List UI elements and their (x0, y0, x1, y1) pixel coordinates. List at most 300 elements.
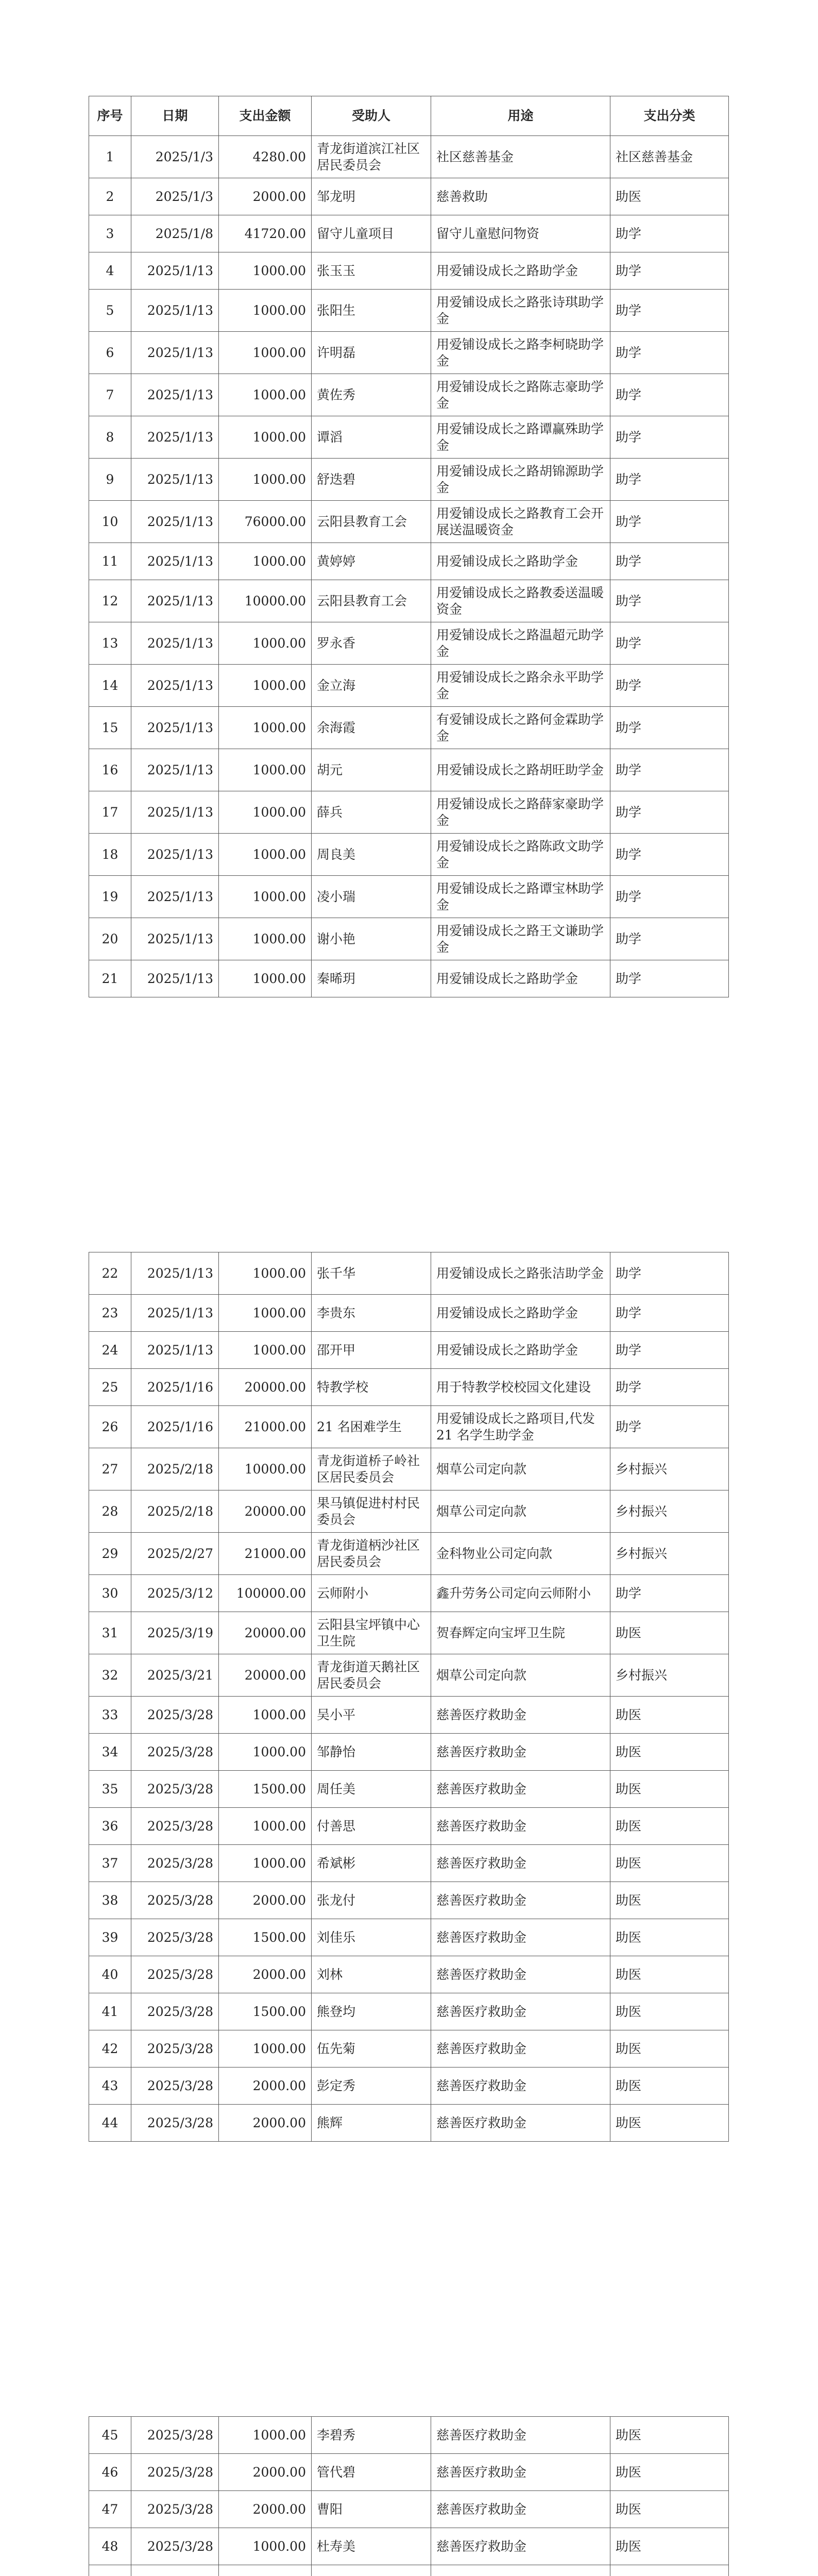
cell-recipient: 张阳生 (312, 290, 431, 332)
cell-recipient: 云阳县教育工会 (312, 580, 431, 622)
cell-purpose: 慈善医疗救助金 (431, 2491, 610, 2528)
cell-purpose: 慈善医疗救助金 (431, 2528, 610, 2565)
cell-recipient: 云阳县宝坪镇中心卫生院 (312, 1612, 431, 1654)
cell-recipient: 21 名困难学生 (312, 1406, 431, 1448)
cell-category: 助医 (610, 1845, 729, 1882)
cell-date: 2025/3/28 (131, 1697, 219, 1734)
cell-no: 13 (89, 622, 131, 665)
cell-recipient: 周良美 (312, 834, 431, 876)
cell-purpose: 慈善医疗救助金 (431, 1882, 610, 1919)
cell-purpose: 慈善医疗救助金 (431, 2030, 610, 2067)
cell-no: 24 (89, 1332, 131, 1369)
cell-no: 35 (89, 1771, 131, 1808)
cell-no: 39 (89, 1919, 131, 1956)
table-row (89, 1332, 729, 1369)
table-row (89, 501, 729, 543)
cell-no: 1 (89, 136, 131, 178)
cell-category: 社区慈善基金 (610, 136, 729, 178)
cell-category: 助学 (610, 374, 729, 416)
cell-recipient: 云阳县教育工会 (312, 501, 431, 543)
cell-date: 2025/3/28 (131, 2528, 219, 2565)
table-row (89, 252, 729, 290)
cell-category: 助学 (610, 1295, 729, 1332)
cell-amount: 1000.00 (219, 2417, 312, 2454)
col-header-purpose: 用途 (431, 96, 610, 136)
cell-no: 14 (89, 665, 131, 707)
cell-date: 2025/1/8 (131, 215, 219, 252)
cell-date: 2025/1/13 (131, 580, 219, 622)
cell-category: 助医 (610, 1697, 729, 1734)
cell-category: 助学 (610, 876, 729, 918)
cell-date: 2025/1/13 (131, 876, 219, 918)
cell-recipient: 张玉玉 (312, 252, 431, 290)
cell-category: 助学 (610, 1369, 729, 1406)
cell-category: 助学 (610, 707, 729, 749)
cell-amount: 2000.00 (219, 2454, 312, 2491)
cell-category: 助学 (610, 416, 729, 459)
cell-category: 助学 (610, 543, 729, 580)
cell-purpose: 鑫升劳务公司定向云师附小 (431, 1575, 610, 1612)
cell-no: 40 (89, 1956, 131, 1993)
table-row (89, 136, 729, 178)
cell-amount: 1000.00 (219, 960, 312, 997)
cell-no: 34 (89, 1734, 131, 1771)
cell-date: 2025/1/16 (131, 1406, 219, 1448)
expense-table-page-3 (89, 2416, 729, 2576)
cell-amount: 1000.00 (219, 707, 312, 749)
cell-category: 助学 (610, 960, 729, 997)
cell-purpose: 慈善医疗救助金 (431, 2417, 610, 2454)
cell-purpose: 用爱铺设成长之路项目,代发 21 名学生助学金 (431, 1406, 610, 1448)
cell-category: 助学 (610, 834, 729, 876)
table-row (89, 791, 729, 834)
cell-category: 助医 (610, 1808, 729, 1845)
cell-amount: 2000.00 (219, 178, 312, 215)
cell-recipient: 许明磊 (312, 332, 431, 374)
cell-no: 11 (89, 543, 131, 580)
cell-purpose: 用爱铺设成长之路李柯晓助学金 (431, 332, 610, 374)
col-header-category: 支出分类 (610, 96, 729, 136)
cell-date: 2025/3/19 (131, 1612, 219, 1654)
table-row (89, 1406, 729, 1448)
cell-date: 2025/3/28 (131, 1845, 219, 1882)
cell-empty (610, 2565, 729, 2576)
cell-amount: 1000.00 (219, 834, 312, 876)
cell-no: 21 (89, 960, 131, 997)
cell-purpose: 慈善医疗救助金 (431, 1845, 610, 1882)
cell-date: 2025/1/13 (131, 834, 219, 876)
table-row (89, 1956, 729, 1993)
cell-date: 2025/1/13 (131, 918, 219, 960)
cell-date: 2025/3/28 (131, 1771, 219, 1808)
cell-amount: 1000.00 (219, 876, 312, 918)
cell-no: 32 (89, 1654, 131, 1697)
cell-no: 42 (89, 2030, 131, 2067)
cell-no: 16 (89, 749, 131, 791)
cell-purpose: 用爱铺设成长之路陈政文助学金 (431, 834, 610, 876)
table-row (89, 1295, 729, 1332)
cell-no: 22 (89, 1252, 131, 1295)
cell-amount: 1000.00 (219, 543, 312, 580)
cell-category: 助学 (610, 1406, 729, 1448)
cell-amount: 1000.00 (219, 1295, 312, 1332)
table-row (89, 1448, 729, 1490)
cell-date: 2025/1/13 (131, 1295, 219, 1332)
cell-no: 47 (89, 2491, 131, 2528)
total-row (89, 2565, 729, 2576)
cell-no: 4 (89, 252, 131, 290)
cell-no: 31 (89, 1612, 131, 1654)
table-row (89, 2030, 729, 2067)
cell-amount: 1000.00 (219, 1734, 312, 1771)
cell-category: 助医 (610, 2528, 729, 2565)
cell-purpose: 用爱铺设成长之路余永平助学金 (431, 665, 610, 707)
cell-recipient: 谢小艳 (312, 918, 431, 960)
table-body (89, 136, 729, 997)
cell-no: 41 (89, 1993, 131, 2030)
cell-purpose: 用爱铺设成长之路助学金 (431, 1332, 610, 1369)
cell-date: 2025/3/28 (131, 1919, 219, 1956)
cell-recipient: 邹龙明 (312, 178, 431, 215)
cell-category: 助学 (610, 332, 729, 374)
cell-recipient: 青龙街道天鹅社区居民委员会 (312, 1654, 431, 1697)
cell-amount: 1000.00 (219, 1252, 312, 1295)
cell-purpose: 用于特教学校校园文化建设 (431, 1369, 610, 1406)
cell-no: 33 (89, 1697, 131, 1734)
cell-date: 2025/2/27 (131, 1533, 219, 1575)
cell-purpose: 用爱铺设成长之路教育工会开展送温暖资金 (431, 501, 610, 543)
cell-date: 2025/1/13 (131, 1252, 219, 1295)
cell-purpose: 慈善医疗救助金 (431, 2454, 610, 2491)
cell-purpose: 留守儿童慰问物资 (431, 215, 610, 252)
cell-category: 助医 (610, 2030, 729, 2067)
cell-recipient: 希斌彬 (312, 1845, 431, 1882)
cell-no: 30 (89, 1575, 131, 1612)
table-row (89, 1993, 729, 2030)
cell-recipient: 谭滔 (312, 416, 431, 459)
cell-category: 助学 (610, 501, 729, 543)
cell-category: 助医 (610, 1993, 729, 2030)
table-row (89, 622, 729, 665)
cell-category: 助学 (610, 215, 729, 252)
cell-category: 助医 (610, 1882, 729, 1919)
cell-amount: 1000.00 (219, 1808, 312, 1845)
cell-category: 乡村振兴 (610, 1654, 729, 1697)
cell-category: 助医 (610, 178, 729, 215)
table-row (89, 580, 729, 622)
cell-purpose: 用爱铺设成长之路助学金 (431, 543, 610, 580)
col-header-date: 日期 (131, 96, 219, 136)
cell-date: 2025/3/28 (131, 1993, 219, 2030)
cell-no: 44 (89, 2105, 131, 2142)
cell-no: 38 (89, 1882, 131, 1919)
table-row (89, 749, 729, 791)
cell-date: 2025/3/28 (131, 1882, 219, 1919)
cell-purpose: 慈善救助 (431, 178, 610, 215)
expense-table-page-1 (89, 96, 729, 997)
table-row (89, 1919, 729, 1956)
cell-no: 19 (89, 876, 131, 918)
cell-purpose: 慈善医疗救助金 (431, 1697, 610, 1734)
cell-purpose: 用爱铺设成长之路温超元助学金 (431, 622, 610, 665)
cell-recipient: 杜寿美 (312, 2528, 431, 2565)
cell-amount: 1500.00 (219, 1993, 312, 2030)
cell-amount: 1000.00 (219, 252, 312, 290)
cell-purpose: 用爱铺设成长之路助学金 (431, 1295, 610, 1332)
cell-amount: 1000.00 (219, 1845, 312, 1882)
cell-no: 6 (89, 332, 131, 374)
cell-no: 43 (89, 2067, 131, 2105)
cell-category: 助医 (610, 2067, 729, 2105)
cell-recipient: 李碧秀 (312, 2417, 431, 2454)
cell-date: 2025/3/28 (131, 1956, 219, 1993)
cell-no: 10 (89, 501, 131, 543)
cell-no: 28 (89, 1490, 131, 1533)
cell-no: 37 (89, 1845, 131, 1882)
cell-purpose: 慈善医疗救助金 (431, 1993, 610, 2030)
cell-amount: 1000.00 (219, 374, 312, 416)
cell-category: 助医 (610, 1956, 729, 1993)
table-row (89, 918, 729, 960)
cell-purpose: 贺春辉定向宝坪卫生院 (431, 1612, 610, 1654)
cell-date: 2025/1/13 (131, 1332, 219, 1369)
table-row (89, 290, 729, 332)
table-row (89, 543, 729, 580)
cell-no: 18 (89, 834, 131, 876)
cell-date: 2025/1/13 (131, 252, 219, 290)
cell-date: 2025/2/18 (131, 1448, 219, 1490)
cell-amount: 20000.00 (219, 1369, 312, 1406)
table-row (89, 459, 729, 501)
table-row (89, 2491, 729, 2528)
cell-category: 助学 (610, 290, 729, 332)
cell-recipient: 张龙付 (312, 1882, 431, 1919)
cell-purpose: 用爱铺设成长之路助学金 (431, 252, 610, 290)
cell-date: 2025/1/16 (131, 1369, 219, 1406)
cell-amount: 41720.00 (219, 215, 312, 252)
table-row (89, 1533, 729, 1575)
table-row (89, 1575, 729, 1612)
cell-recipient: 薛兵 (312, 791, 431, 834)
cell-no: 8 (89, 416, 131, 459)
cell-purpose: 慈善医疗救助金 (431, 1808, 610, 1845)
cell-purpose: 用爱铺设成长之路薛家豪助学金 (431, 791, 610, 834)
cell-recipient: 吴小平 (312, 1697, 431, 1734)
cell-amount: 1000.00 (219, 918, 312, 960)
cell-no: 2 (89, 178, 131, 215)
cell-no: 48 (89, 2528, 131, 2565)
cell-date: 2025/1/13 (131, 416, 219, 459)
cell-recipient: 罗永香 (312, 622, 431, 665)
cell-date: 2025/1/3 (131, 136, 219, 178)
cell-purpose: 金科物业公司定向款 (431, 1533, 610, 1575)
table-row (89, 1845, 729, 1882)
cell-recipient: 付善思 (312, 1808, 431, 1845)
cell-amount: 1000.00 (219, 416, 312, 459)
cell-category: 助医 (610, 2454, 729, 2491)
cell-recipient: 秦晞玥 (312, 960, 431, 997)
cell-date: 2025/1/13 (131, 707, 219, 749)
cell-no: 15 (89, 707, 131, 749)
cell-purpose: 用爱铺设成长之路王文谦助学金 (431, 918, 610, 960)
cell-amount: 20000.00 (219, 1612, 312, 1654)
cell-empty (431, 2565, 610, 2576)
cell-purpose: 烟草公司定向款 (431, 1654, 610, 1697)
cell-category: 助学 (610, 918, 729, 960)
cell-empty (89, 2565, 131, 2576)
table-row (89, 960, 729, 997)
cell-no: 3 (89, 215, 131, 252)
table-row (89, 2528, 729, 2565)
cell-date: 2025/1/13 (131, 960, 219, 997)
cell-amount: 21000.00 (219, 1406, 312, 1448)
cell-recipient: 留守儿童项目 (312, 215, 431, 252)
cell-amount: 1000.00 (219, 791, 312, 834)
cell-category: 助医 (610, 2105, 729, 2142)
table-row (89, 876, 729, 918)
cell-date: 2025/1/13 (131, 290, 219, 332)
total-label (131, 2565, 219, 2576)
table-row (89, 2067, 729, 2105)
cell-recipient: 刘林 (312, 1956, 431, 1993)
table-row (89, 1882, 729, 1919)
cell-empty (312, 2565, 431, 2576)
table-row (89, 215, 729, 252)
cell-purpose: 社区慈善基金 (431, 136, 610, 178)
cell-amount: 1500.00 (219, 1919, 312, 1956)
cell-date: 2025/3/12 (131, 1575, 219, 1612)
cell-recipient: 张千华 (312, 1252, 431, 1295)
cell-recipient: 青龙街道柄沙社区居民委员会 (312, 1533, 431, 1575)
cell-recipient: 周任美 (312, 1771, 431, 1808)
cell-date: 2025/1/13 (131, 543, 219, 580)
table-row (89, 1734, 729, 1771)
table-row (89, 1808, 729, 1845)
cell-no: 46 (89, 2454, 131, 2491)
total-amount (219, 2565, 312, 2576)
cell-amount: 1000.00 (219, 1332, 312, 1369)
cell-date: 2025/1/3 (131, 178, 219, 215)
cell-amount: 1000.00 (219, 2030, 312, 2067)
cell-category: 乡村振兴 (610, 1448, 729, 1490)
cell-recipient: 伍先菊 (312, 2030, 431, 2067)
cell-amount: 2000.00 (219, 2067, 312, 2105)
cell-recipient: 青龙街道桥子岭社区居民委员会 (312, 1448, 431, 1490)
cell-date: 2025/3/28 (131, 2454, 219, 2491)
cell-purpose: 用爱铺设成长之路张洁助学金 (431, 1252, 610, 1295)
table-row (89, 178, 729, 215)
table-row (89, 1369, 729, 1406)
cell-recipient: 青龙街道滨江社区居民委员会 (312, 136, 431, 178)
cell-no: 20 (89, 918, 131, 960)
cell-no: 27 (89, 1448, 131, 1490)
cell-category: 助医 (610, 1919, 729, 1956)
cell-date: 2025/1/13 (131, 459, 219, 501)
cell-recipient: 特教学校 (312, 1369, 431, 1406)
cell-recipient: 熊辉 (312, 2105, 431, 2142)
cell-date: 2025/1/13 (131, 791, 219, 834)
cell-date: 2025/3/28 (131, 2491, 219, 2528)
cell-purpose: 慈善医疗救助金 (431, 1734, 610, 1771)
cell-recipient: 邹静怡 (312, 1734, 431, 1771)
cell-no: 5 (89, 290, 131, 332)
cell-recipient: 黄婷婷 (312, 543, 431, 580)
cell-date: 2025/1/13 (131, 749, 219, 791)
cell-recipient: 舒迭碧 (312, 459, 431, 501)
cell-date: 2025/1/13 (131, 374, 219, 416)
table-row (89, 1252, 729, 1295)
cell-amount: 20000.00 (219, 1490, 312, 1533)
cell-purpose: 有爱铺设成长之路何金霖助学金 (431, 707, 610, 749)
cell-purpose: 慈善医疗救助金 (431, 1956, 610, 1993)
cell-purpose: 用爱铺设成长之路谭宝林助学金 (431, 876, 610, 918)
col-header-recipient: 受助人 (312, 96, 431, 136)
cell-amount: 1000.00 (219, 2528, 312, 2565)
cell-amount: 1000.00 (219, 332, 312, 374)
cell-category: 助学 (610, 1575, 729, 1612)
cell-category: 助学 (610, 622, 729, 665)
cell-recipient: 果马镇促进村村民委员会 (312, 1490, 431, 1533)
table-body (89, 1252, 729, 2142)
table-row (89, 834, 729, 876)
cell-category: 助学 (610, 252, 729, 290)
table-row (89, 1654, 729, 1697)
cell-purpose: 慈善医疗救助金 (431, 1771, 610, 1808)
cell-amount: 1000.00 (219, 1697, 312, 1734)
cell-amount: 1000.00 (219, 290, 312, 332)
cell-category: 助学 (610, 580, 729, 622)
cell-purpose: 用爱铺设成长之路助学金 (431, 960, 610, 997)
table-row (89, 2105, 729, 2142)
table-row (89, 707, 729, 749)
cell-category: 乡村振兴 (610, 1533, 729, 1575)
cell-purpose: 用爱铺设成长之路谭赢殊助学金 (431, 416, 610, 459)
cell-purpose: 用爱铺设成长之路张诗琪助学金 (431, 290, 610, 332)
cell-category: 助医 (610, 2417, 729, 2454)
cell-no: 36 (89, 1808, 131, 1845)
cell-date: 2025/1/13 (131, 501, 219, 543)
cell-category: 助学 (610, 665, 729, 707)
cell-category: 助学 (610, 459, 729, 501)
cell-category: 助学 (610, 749, 729, 791)
cell-category: 助医 (610, 1771, 729, 1808)
cell-no: 7 (89, 374, 131, 416)
cell-date: 2025/3/28 (131, 1734, 219, 1771)
cell-date: 2025/1/13 (131, 622, 219, 665)
table-row (89, 2417, 729, 2454)
cell-no: 25 (89, 1369, 131, 1406)
cell-recipient: 曹阳 (312, 2491, 431, 2528)
cell-purpose: 用爱铺设成长之路教委送温暖资金 (431, 580, 610, 622)
cell-category: 助学 (610, 1252, 729, 1295)
cell-amount: 100000.00 (219, 1575, 312, 1612)
cell-category: 助医 (610, 1734, 729, 1771)
cell-amount: 2000.00 (219, 1956, 312, 1993)
table-row (89, 1697, 729, 1734)
cell-recipient: 云师附小 (312, 1575, 431, 1612)
cell-recipient: 黄佐秀 (312, 374, 431, 416)
cell-date: 2025/2/18 (131, 1490, 219, 1533)
cell-purpose: 烟草公司定向款 (431, 1490, 610, 1533)
cell-amount: 10000.00 (219, 580, 312, 622)
cell-date: 2025/3/21 (131, 1654, 219, 1697)
cell-no: 9 (89, 459, 131, 501)
header-row (89, 96, 729, 136)
cell-date: 2025/3/28 (131, 2417, 219, 2454)
cell-amount: 1000.00 (219, 459, 312, 501)
table-row (89, 374, 729, 416)
cell-no: 23 (89, 1295, 131, 1332)
